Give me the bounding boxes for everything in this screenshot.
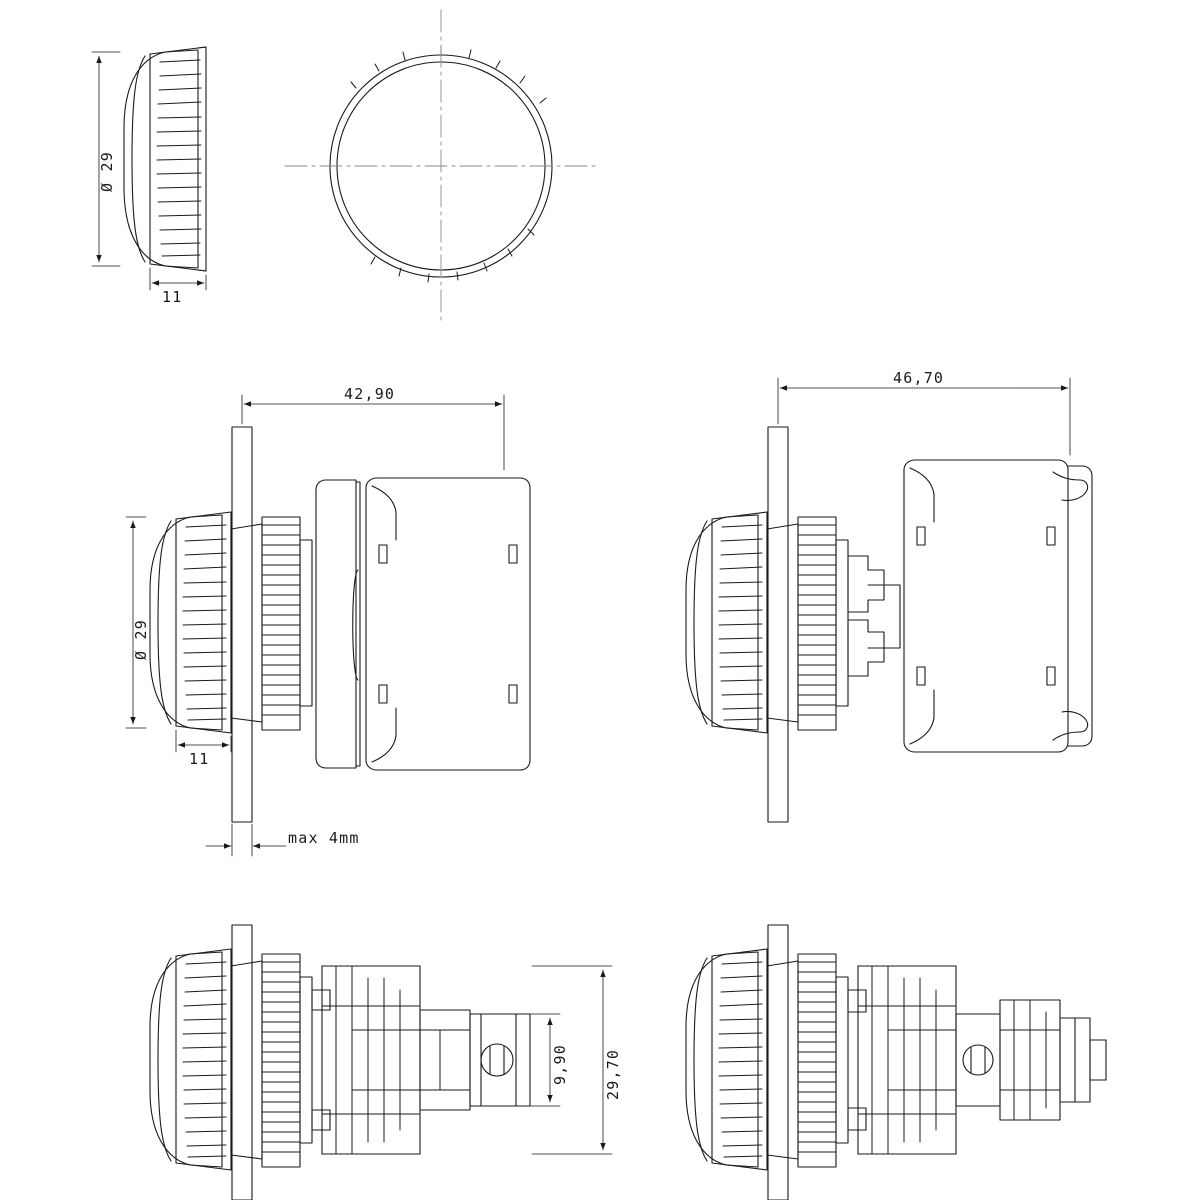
dimension-lines-bottom-left <box>530 966 612 1154</box>
dim-label-length-4670: 46,70 <box>893 369 945 387</box>
view-assembly-left-bottom <box>150 925 530 1200</box>
dim-label-height-2970: 29,70 <box>604 1048 622 1100</box>
dim-label-diameter-29-mid: Ø 29 <box>132 619 150 660</box>
dim-label-height-990: 9,90 <box>551 1044 569 1085</box>
dim-label-diameter-29-top: Ø 29 <box>98 151 116 192</box>
view-assembly-right-bottom <box>686 925 1106 1200</box>
view-assembly-right-mid <box>686 427 1092 822</box>
dim-label-depth-11-mid: 11 <box>189 750 210 768</box>
dimension-lines-mid-right <box>778 378 1070 455</box>
view-side-elevation-head <box>124 47 206 271</box>
view-front-circle <box>285 10 597 322</box>
dim-label-length-4290: 42,90 <box>344 385 396 403</box>
dim-label-panel-thickness: max 4mm <box>288 829 360 847</box>
dim-label-depth-11-top: 11 <box>162 288 183 306</box>
dimension-lines-mid-left <box>126 395 504 856</box>
